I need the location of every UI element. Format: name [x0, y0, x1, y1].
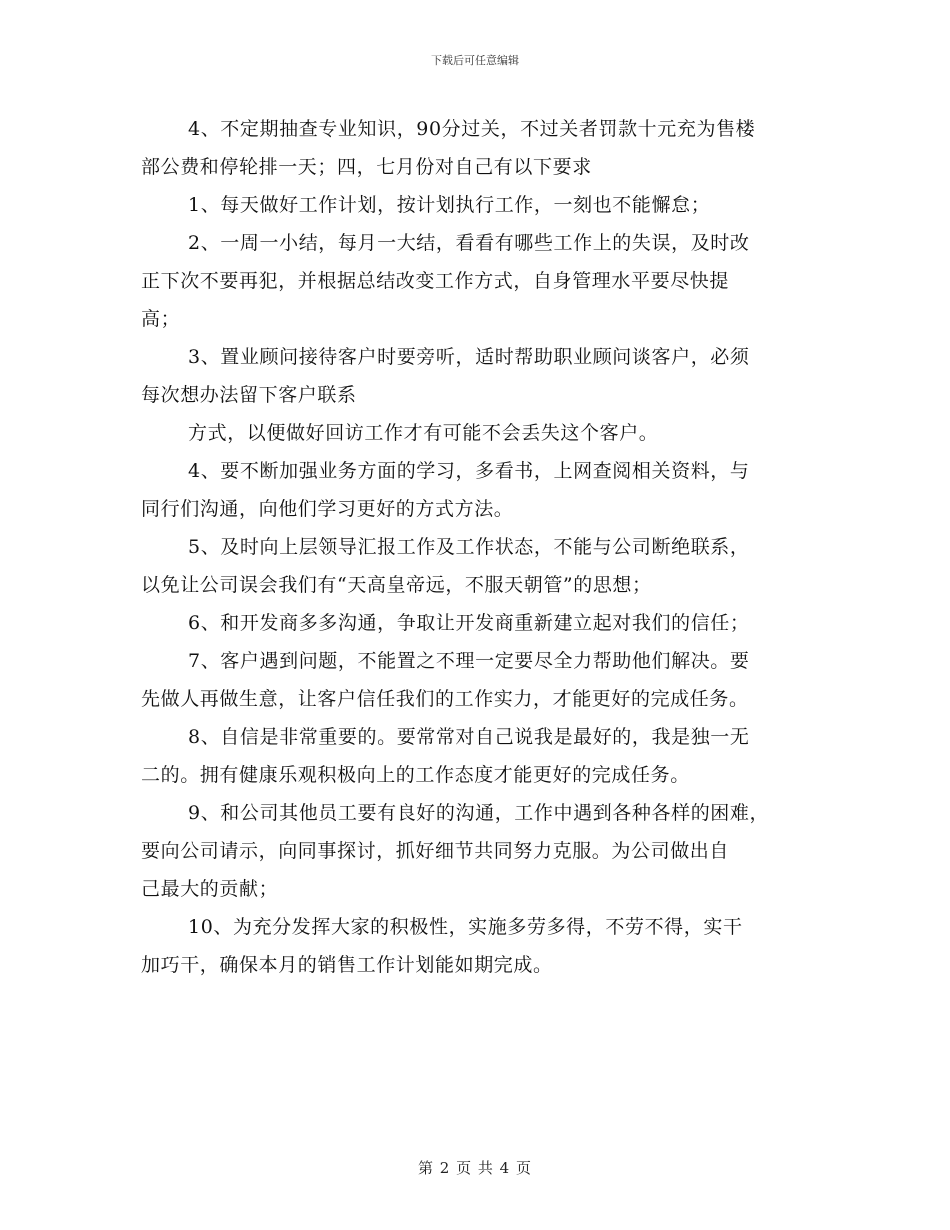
- text-line: 每次想办法留下客户联系: [141, 384, 357, 406]
- text-line: 二的。拥有健康乐观积极向上的工作态度才能更好的完成任务。: [141, 764, 690, 786]
- text-line: 加巧干，确保本月的销售工作计划能如期完成。: [141, 954, 553, 976]
- page-header: 下载后可任意编辑: [431, 54, 519, 67]
- text-line: 6、和开发商多多沟通，争取让开发商重新建立起对我们的信任；: [188, 612, 750, 634]
- text-line: 方式，以便做好回访工作才有可能不会丢失这个客户。: [188, 422, 659, 444]
- text-line: 3、置业顾问接待客户时要旁听，适时帮助职业顾问谈客户，必须: [188, 346, 750, 368]
- text-line: 正下次不要再犯，并根据总结改变工作方式，自身管理水平要尽快提: [141, 270, 730, 292]
- text-line: 10、为充分发挥大家的积极性，实施多劳多得，不劳不得，实干: [188, 916, 743, 938]
- text-line: 7、客户遇到问题，不能置之不理一定要尽全力帮助他们解决。要: [188, 650, 750, 672]
- text-line: 4、不定期抽查专业知识，90分过关，不过关者罚款十元充为售楼: [188, 118, 756, 140]
- text-line: 同行们沟通，向他们学习更好的方式方法。: [141, 498, 514, 520]
- text-line: 2、一周一小结，每月一大结，看看有哪些工作上的失误，及时改: [188, 232, 750, 254]
- page-footer: 第 2 页 共 4 页: [418, 1159, 532, 1177]
- text-line: 9、和公司其他员工要有良好的沟通，工作中遇到各种各样的困难，: [188, 802, 770, 824]
- text-line: 己最大的贡献；: [141, 878, 279, 900]
- text-line: 高；: [141, 308, 181, 330]
- text-line: 8、自信是非常重要的。要常常对自己说我是最好的，我是独一无: [188, 726, 750, 748]
- text-line: 4、要不断加强业务方面的学习，多看书，上网查阅相关资料，与: [188, 460, 750, 482]
- text-line: 先做人再做生意，让客户信任我们的工作实力，才能更好的完成任务。: [141, 688, 749, 710]
- document-body: [141, 110, 811, 984]
- text-line: 部公费和停轮排一天；四，七月份对自己有以下要求: [141, 156, 592, 178]
- text-line: 1、每天做好工作计划，按计划执行工作，一刻也不能懈怠；: [188, 194, 711, 216]
- text-line: 5、及时向上层领导汇报工作及工作状态，不能与公司断绝联系，: [188, 536, 750, 558]
- text-line: 要向公司请示，向同事探讨，抓好细节共同努力克服。为公司做出自: [141, 840, 730, 862]
- text-line: 以免让公司误会我们有“天高皇帝远，不服天朝管”的思想；: [141, 574, 652, 596]
